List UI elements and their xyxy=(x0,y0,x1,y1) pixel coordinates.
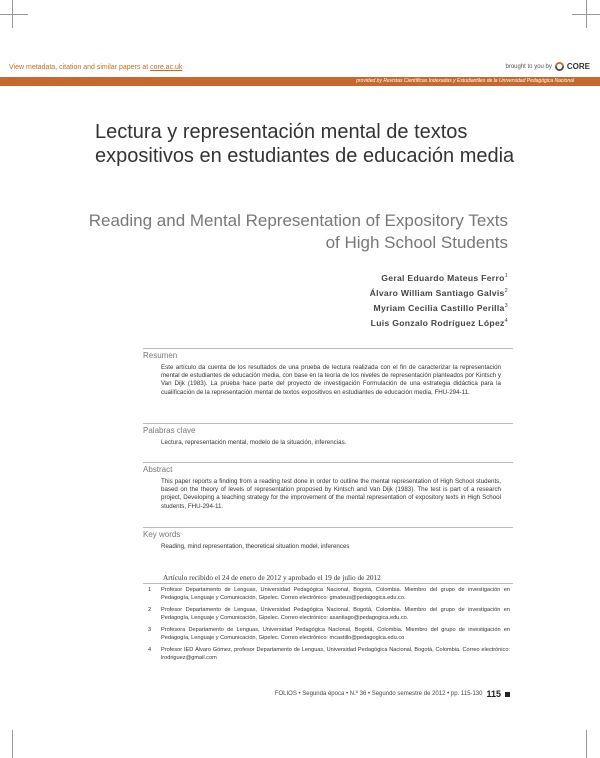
resumen-body: Este artículo da cuenta de los resultados de una prueba de lectura realizada con el fin de caracterizar la representación mental de estudiantes de educación media, con base en la teoría de los niveles de representación planteados por Kintsch y Van Dijk (1983). La prueba hace parte del proyecto de investigación Formulación de una estrategia didáctica para la cualificación de la representación mental de textos expositivos en estudiantes de educación media, FHU-294-11. xyxy=(161,364,501,396)
page-footer xyxy=(275,689,510,699)
core-logo-icon xyxy=(555,62,564,71)
author-item: Luis Gonzalo Rodríguez López$^4$ xyxy=(370,317,508,328)
received-date: Artículo recibido el 24 de enero de 2012 y aprobado el 19 de julio de 2012 xyxy=(163,573,381,582)
author-item: Álvaro William Santiago Galvis$^2$ xyxy=(369,287,508,298)
crop-mark-bottom-left xyxy=(12,730,13,758)
abstract-body: This paper reports a finding from a reading test done in order to outline the mental representation of High School students, based on the theory of levels of representation proposed by Kintsch and Van Dijk (1983). The test is part of a research project, Developing a teaching strategy for the improvement of the mental representation of expository texts in High School students, FHU-294-11. xyxy=(161,478,501,510)
footnotes xyxy=(148,586,510,666)
author-item: Myriam Cecilia Castillo Perilla$^3$ xyxy=(373,302,508,313)
core-link[interactable]: core.ac.uk xyxy=(150,64,183,71)
abstract-heading: Abstract xyxy=(143,462,513,475)
footnote-item: 4 Profesor IED Álvaro Gómez, profesor Departamento de Lenguas, Universidad Pedagógica Nacional, Bogotá, Colombia. Correo electrónico: lrodriguez@gmail.com xyxy=(148,647,510,661)
metadata-text: View metadata, citation and similar papers at xyxy=(9,64,151,71)
footnote-item: 1 Profesor Departamento de Lenguas, Universidad Pedagógica Nacional, Bogotá, Colombia. Miembro del grupo de investigación en Pedagogía, Lenguaje y Comunicación, Gipelec. Correo electrónico: gmateus@pedagogica.edu.co. xyxy=(148,587,510,601)
page-number: 115 xyxy=(486,689,501,699)
resumen-heading: Resumen xyxy=(143,348,513,361)
abstract-section xyxy=(143,462,513,511)
author-item: Geral Eduardo Mateus Ferro$^1$ xyxy=(381,272,508,283)
keywords-body: Reading, mind representation, theoretical situation model, inferences xyxy=(161,543,350,550)
provided-by-text[interactable]: provided by Revistas Científicas Indexadas y Estudiantiles de la Universidad Pedagógica Nacional xyxy=(356,78,574,84)
journal-citation: FOLIOS • Segunda época • N.º 36 • Segundo semestre de 2012 • pp. 115-130 xyxy=(274,691,483,697)
square-bullet-icon xyxy=(505,692,510,697)
keywords-heading: Key words xyxy=(143,527,513,540)
core-label: CORE xyxy=(566,62,590,71)
footnote-item: 3 Profesora Departamento de Lenguas, Universidad Pedagógica Nacional, Bogotá, Colombia. Miembro del grupo de investigación en Pedagogía, Lenguaje y Comunicación, Gipelec. Correo electrónico: mcastillo@pedagogica.edu.co xyxy=(148,627,510,641)
crop-mark-top-left-h xyxy=(0,14,28,15)
footnote-divider xyxy=(143,583,513,584)
crop-mark-top-right-h xyxy=(572,14,600,15)
palabras-clave-section xyxy=(143,423,513,447)
keywords-section xyxy=(143,527,513,551)
palabras-clave-heading: Palabras clave xyxy=(143,423,513,436)
footnote-item: 2 Profesor Departamento de Lenguas, Universidad Pedagógica Nacional, Bogotá, Colombia. Miembro del grupo de investigación en Pedagogía, Lenguaje y Comunicación, Gipelec. Correo electrónico: asantiago@pedagogica.edu.co. xyxy=(148,607,510,621)
author-list xyxy=(370,270,508,329)
brought-text: brought to you by xyxy=(505,63,552,70)
crop-mark-bottom-right xyxy=(586,730,587,758)
title-english: Reading and Mental Representation of Expository Texts of High School Students xyxy=(88,211,508,252)
palabras-clave-body: Lectura, representación mental, modelo de la situación, inferencias. xyxy=(161,439,347,446)
title-spanish: Lectura y representación mental de textos expositivos en estudiantes de educación media xyxy=(95,121,515,167)
metadata-banner[interactable] xyxy=(9,64,182,71)
resumen-section xyxy=(143,348,513,397)
brought-by-core[interactable] xyxy=(506,62,591,71)
